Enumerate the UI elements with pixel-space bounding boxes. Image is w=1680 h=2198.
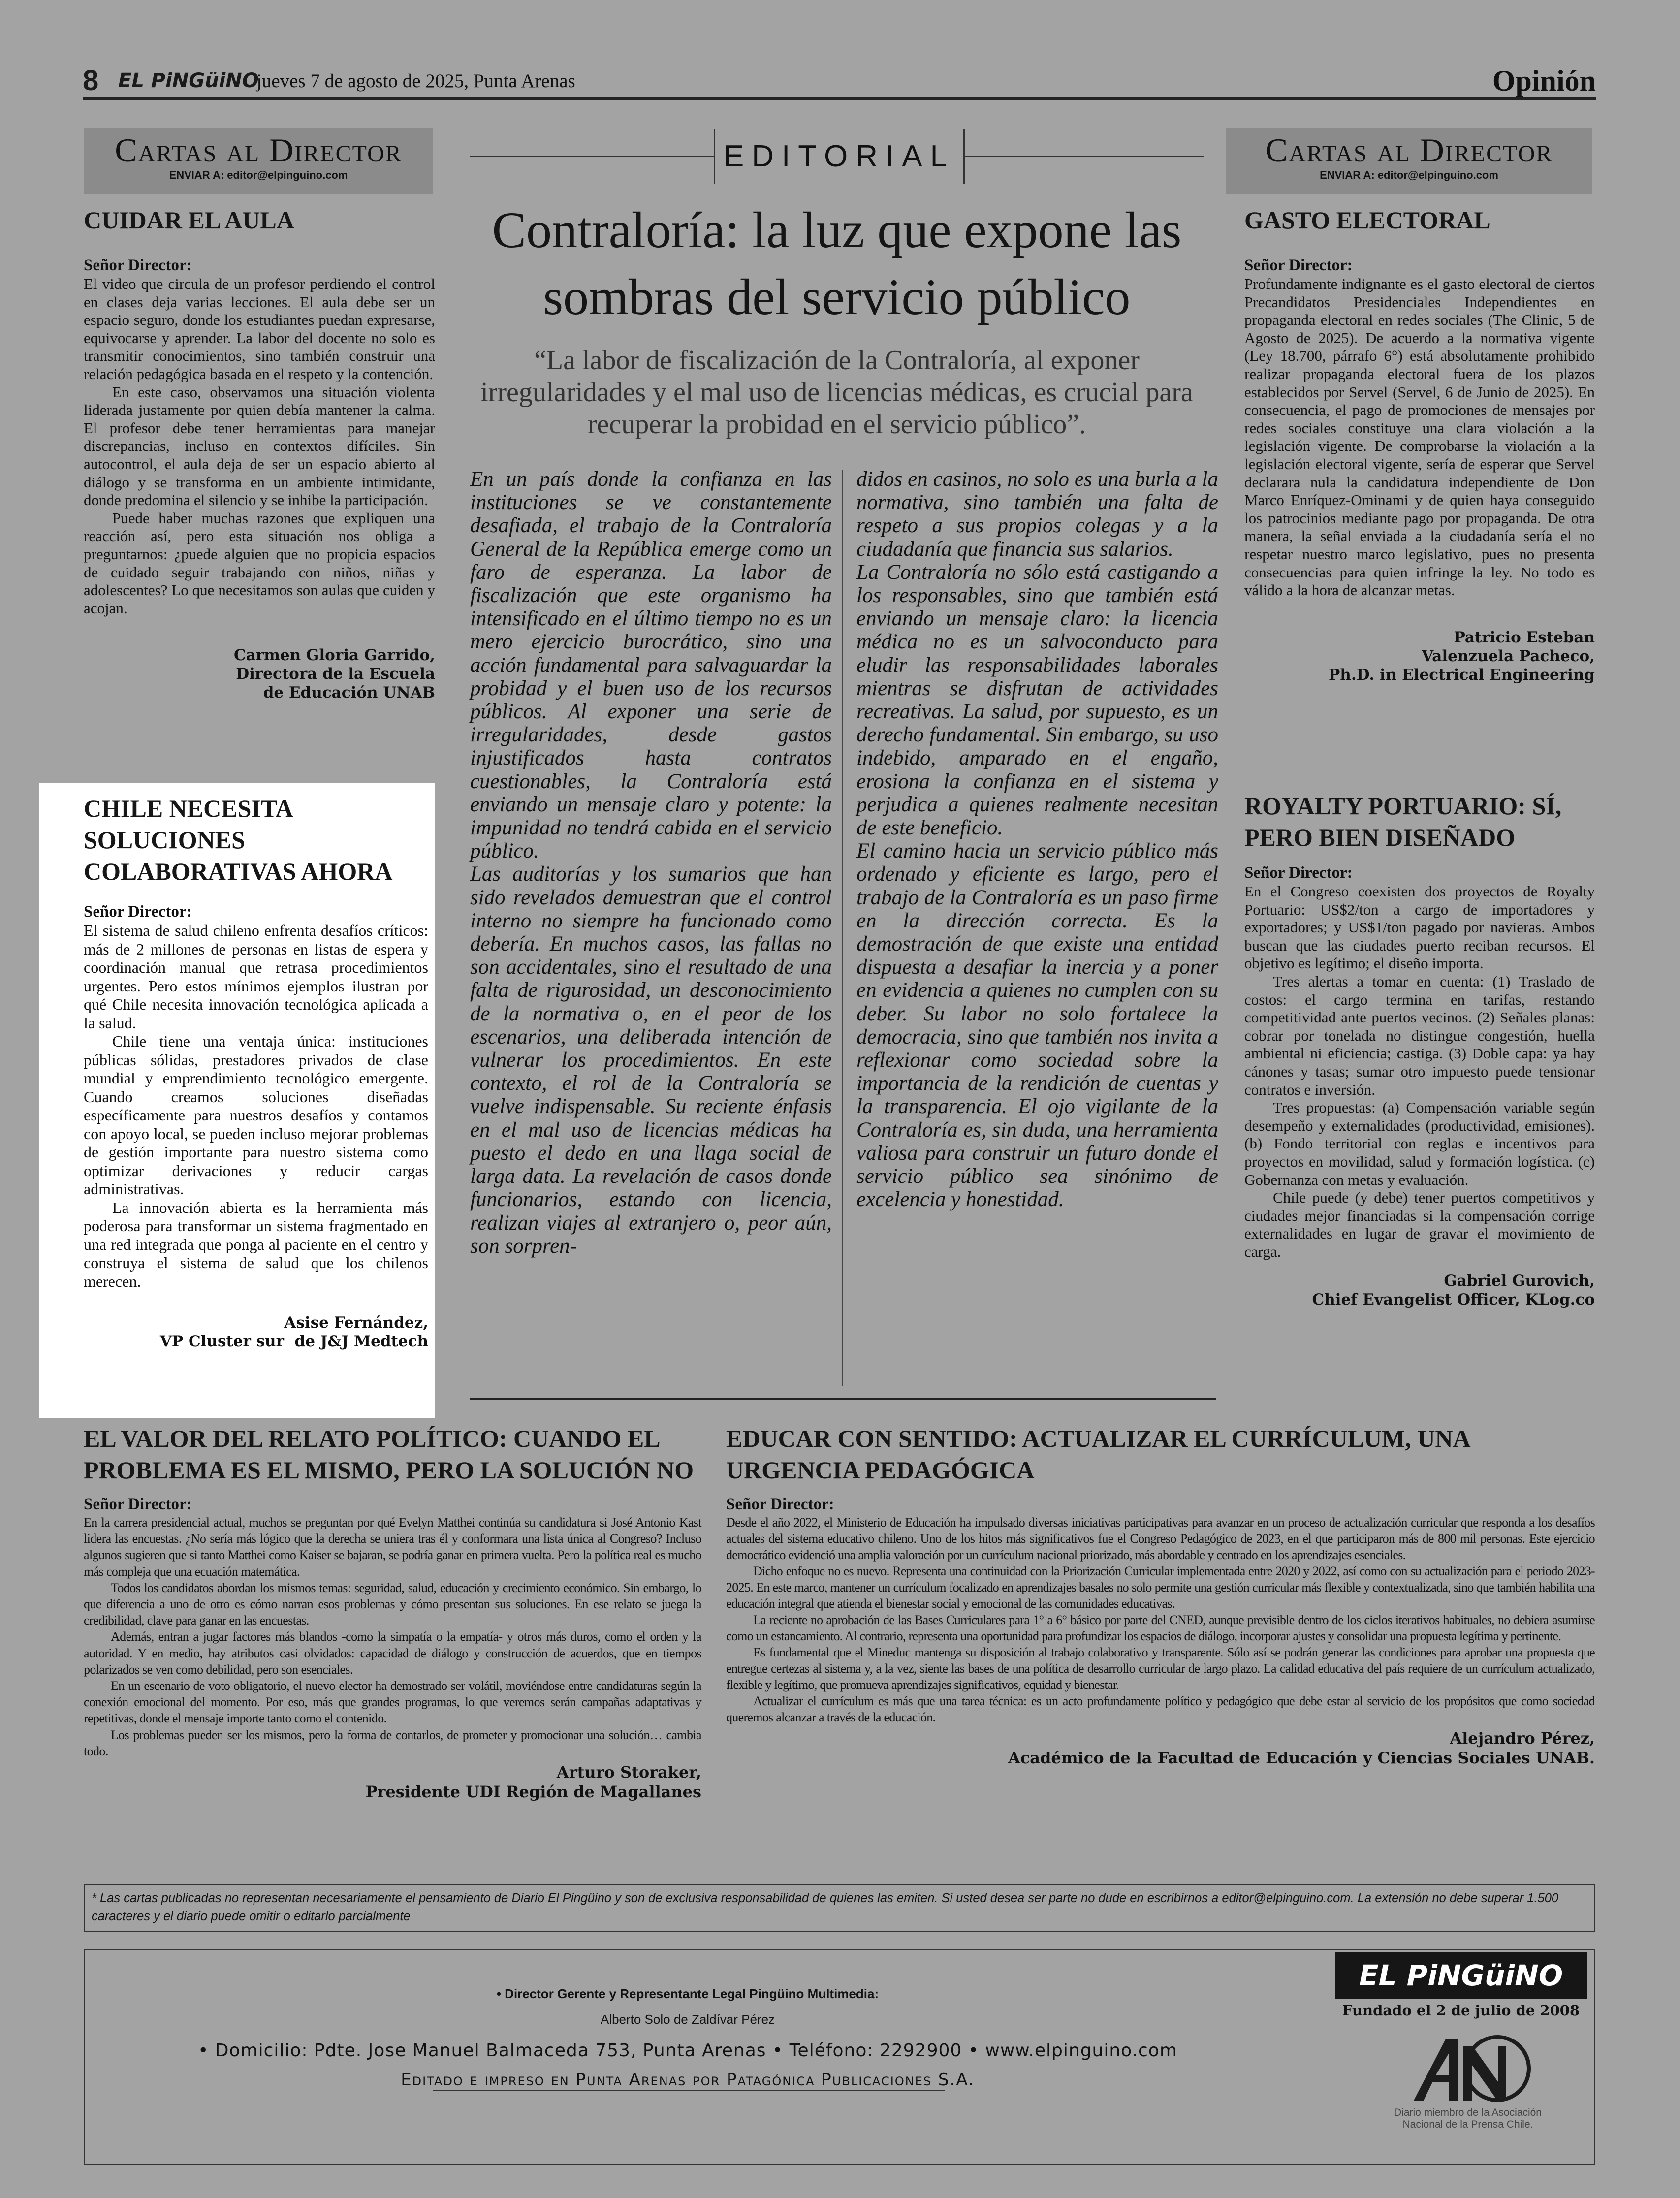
editorial-paragraph: Las auditorías y los sumarios que han sido revelados demuestran que el control interno no siempre ha funcionado como debería. En muchos casos, las fallas no son accidentales, sino el resultado de una falta de rigurosidad, un desconocimiento de la normativa o, en el peor de los escenarios, una deliberada intención de vulnerar los procedimientos. En este contexto, el rol de la Contraloría se vuelve indispensable. Su reciente énfasis en el mal uso de licencias médicas ha puesto el dedo en una llaga social de larga data. La revelación de casos donde funcionarios, estando con licencia, realizan viajes al extranjero o, peor aún, son sorpren- xyxy=(470,862,832,1258)
letter-paragraph: En un escenario de voto obligatorio, el nuevo elector ha demostrado ser volátil, moviéndose entre candidaturas según la conexión emocional del momento. Por eso, más que grandes programas, lo que veremos serán campañas adaptativas y repetitivas, donde el mensaje importe tanto como el contenido. xyxy=(84,1679,701,1726)
editorial-paragraph: didos en casinos, no solo es una burla a la normativa, sino también una falta de respeto a sus propios colegas y a la ciudadanía que financia sus salarios. xyxy=(856,468,1218,561)
cartas-email: ENVIAR A: editor@elpinguino.com xyxy=(169,169,348,181)
letter-salutation: Señor Director: xyxy=(1244,864,1353,882)
letter-signature xyxy=(84,1762,701,1802)
editorial-column-1 xyxy=(470,468,832,1258)
signature-line: Presidente UDI Región de Magallanes xyxy=(365,1783,701,1802)
footer-founded: Fundado el 2 de julio de 2008 xyxy=(1342,2002,1580,2019)
editorial-quote: “La labor de fiscalización de la Contraloría, al exponer irregularidades y el mal uso de licencias médicas, es crucial para recuperar la probidad en el servicio público”. xyxy=(480,345,1193,440)
letter-body xyxy=(84,922,428,1291)
letter-educar-con-sentido xyxy=(726,1423,1595,1768)
disclaimer-box xyxy=(84,1884,1595,1932)
signature-line: Arturo Storaker, xyxy=(556,1763,701,1782)
letter-paragraph: Dicho enfoque no es nuevo. Representa una continuidad con la Priorización Curricular implementada entre 2020 y 2022, así como con su actualización para el periodo 2023-2025. En este marco, mantener un currículum focalizado en aprendizajes basales no solo permite una gestión curricular más flexible y contextualizada, sino que también habilita una educación integral que atienda el bienestar social y emocional de las comunidades educativas. xyxy=(726,1564,1595,1611)
editorial-label-rule-right xyxy=(965,156,1204,157)
masthead xyxy=(83,63,1596,98)
letter-paragraph: La innovación abierta es la herramienta más poderosa para transformar un sistema fragmentado en una red integrada que ponga al paciente en el centro y construya el sistema de salud que los chilenos merecen. xyxy=(84,1198,428,1290)
letter-body xyxy=(84,275,435,617)
letter-headline: EL VALOR DEL RELATO POLÍTICO: CUANDO EL PROBLEMA ES EL MISMO, PERO LA SOLUCIÓN NO xyxy=(84,1425,694,1484)
footer-director-label: • Director Gerente y Representante Legal Pingüino Multimedia: xyxy=(496,1986,879,2001)
footer-printed-underline xyxy=(433,2090,945,2091)
footer-director-name: Alberto Solo de Zaldívar Pérez xyxy=(600,2012,775,2027)
page-number: 8 xyxy=(83,64,99,96)
letter-paragraph: En este caso, observamos una situación violenta liderada justamente por quien debía mantener la calma. El profesor debe tener herramientas para manejar discrepancias, incluso en contextos difíciles. Sin autocontrol, el aula deja de ser un espacio abierto al diálogo y se transforma en un ambiente intimidante, donde predomina el silencio y se inhibe la participación. xyxy=(84,383,435,509)
editorial-label: EDITORIAL xyxy=(723,139,955,173)
signature-line: Directora de la Escuela xyxy=(236,665,435,683)
letter-signature xyxy=(84,1313,428,1351)
cartas-title: Cartas al Director xyxy=(1265,131,1553,169)
editorial-label-box xyxy=(714,129,965,184)
footer-box xyxy=(84,1949,1595,2165)
letter-paragraph: Tres propuestas: (a) Compensación variable según desempeño y externalidades (productividad, emisiones). (b) Fondo territorial con reglas e incentivos para proyectos en movilidad, salud y formación logística. (c) Gobernanza con metas y evaluación. xyxy=(1244,1099,1595,1188)
signature-line: Alejandro Pérez, xyxy=(1450,1729,1595,1748)
letter-paragraph: Los problemas pueden ser los mismos, pero la forma de contarlos, de prometer y promocionar una solución… cambia todo. xyxy=(84,1727,701,1758)
date-line: jueves 7 de agosto de 2025, Punta Arenas xyxy=(256,70,575,92)
letter-chile-necesita xyxy=(39,783,435,1418)
letter-paragraph: Chile tiene una ventaja única: instituciones públicas sólidas, prestadores privados de clase mundial y emprendimiento tecnológico emergente. Cuando creamos soluciones diseñadas específicamente para nuestros desafíos y contamos con apoyo local, se pueden incluso mejorar problemas de gestión importante para nuestro sistema como optimizar derivaciones y reducir cargas administrativas. xyxy=(84,1032,428,1198)
footer-printed-line: Editado e impreso en Punta Arenas por Patagónica Publicaciones S.A. xyxy=(401,2070,975,2090)
letter-paragraph: Actualizar el currículum es más que una tarea técnica: es un acto profundamente político y pedagógico que debe estar al servicio de los propósitos que como sociedad queremos alcanzar a través de la educación. xyxy=(726,1694,1595,1724)
cartas-header-left xyxy=(84,128,433,194)
signature-line: Gabriel Gurovich, xyxy=(1444,1272,1595,1290)
letter-paragraph: Profundamente indignante es el gasto electoral de ciertos Precandidatos Presidenciales Independientes en propaganda electoral en redes sociales (The Clinic, 5 de Agosto de 2025). De acuerdo a la normativa vigente (Ley 18.700, párrafo 6°) está absolutamente prohibido realizar propaganda electoral fuera de los plazos establecidos por Servel (Servel, 6 de Junio de 2025). En consecuencia, el pago de promociones de mensajes por redes sociales constituye una clara violación a la legislación vigente. De comprobarse la violación a la legislación electoral vigente, sería de esperar que Servel declarara nula la candidatura independiente de Don Marco Enríquez-Ominami y de quien haya conseguido los patrocinios mediante pago por propaganda. De otra manera, la señal enviada a la ciudadanía sería el no respetar nuestro marco legislativo, pues no presenta consecuencias para quien infringe la ley. No todo es válido a la hora de alcanzar metas. xyxy=(1244,275,1595,599)
letter-body xyxy=(726,1514,1595,1725)
letter-paragraph: El sistema de salud chileno enfrenta desafíos críticos: más de 2 millones de personas en listas de espera y coordinación manual que retrasa procedimientos urgentes. Pero estos mínimos ejemplos ilustran por qué Chile necesita innovación tecnológica aplicada a la salud. xyxy=(84,922,428,1032)
anp-logo xyxy=(1404,2029,1532,2103)
editorial-title: Contraloría: la luz que expone las sombras del servicio público xyxy=(492,202,1182,325)
cartas-title: Cartas al Director xyxy=(115,131,402,169)
letter-signature xyxy=(1244,1272,1595,1309)
letter-royalty-portuario xyxy=(1244,790,1595,1309)
signature-line: Valenzuela Pacheco, xyxy=(1422,647,1595,665)
letter-salutation: Señor Director: xyxy=(84,903,192,921)
signature-line: VP Cluster sur de J&J Medtech xyxy=(159,1333,428,1350)
letter-headline: GASTO ELECTORAL xyxy=(1244,206,1490,234)
letter-headline: ROYALTY PORTUARIO: SÍ, PERO BIEN DISEÑADO xyxy=(1244,792,1562,851)
letter-signature xyxy=(726,1728,1595,1768)
letter-paragraph: Desde el año 2022, el Ministerio de Educación ha impulsado diversas iniciativas participativas para avanzar en un proceso de actualización curricular que responda a los desafíos actuales del sistema educativo chileno. Uno de los hitos más significativos fue el Congreso Pedagógico de 2023, en el que participaron más de 800 mil personas. Este ejercicio democrático evidenció una amplia valoración por un currículum nacional priorizado, más abordable y centrado en los aprendizajes esenciales. xyxy=(726,1515,1595,1562)
anp-caption: Diario miembro de la Asociación Nacional de la Prensa Chile. xyxy=(1394,2107,1542,2130)
section-title: Opinión xyxy=(1492,64,1596,97)
editorial-column-2 xyxy=(856,468,1218,1211)
letter-gasto-electoral xyxy=(1244,204,1595,684)
letter-paragraph: La reciente no aprobación de las Bases Curriculares para 1° a 6° básico por parte del CNED, aunque previsible dentro de los ciclos iterativos habituales, no debiera asumirse como un estancamiento. Al contrario, representa una oportunidad para profundizar los espacios de diálogo, incorporar ajustes y consolidar una propuesta legítima y pertinente. xyxy=(726,1613,1595,1643)
letter-body xyxy=(1244,275,1595,600)
signature-line: Chief Evangelist Officer, KLog.co xyxy=(1312,1291,1595,1309)
disclaimer-text: * Las cartas publicadas no representan necesariamente el pensamiento de Diario El Pingüino y son de exclusiva responsabilidad de quienes las emiten. Si usted desea ser parte no dude en escribirnos a editor@elpinguino.com. La extensión no debe superar 1.500 caracteres y el diario puede omitir o editarlo parcialmente xyxy=(92,1891,1559,1923)
letter-salutation: Señor Director: xyxy=(726,1496,834,1513)
editorial-label-rule-left xyxy=(470,156,714,157)
signature-line: Ph.D. in Electrical Engineering xyxy=(1328,666,1595,684)
footer-logo-text: EL PiNGüiNO xyxy=(1359,1959,1563,1992)
signature-line: Académico de la Facultad de Educación y Ciencias Sociales UNAB. xyxy=(1008,1749,1595,1767)
letter-signature xyxy=(84,646,435,702)
editorial-paragraph: La Contraloría no sólo está castigando a los responsables, sino que también está enviando un mensaje claro: la licencia médica no es un salvoconducto para eludir las responsabilidades laborales mientras se disfrutan de actividades recreativas. La salud, por supuesto, es un derecho fundamental. Sin embargo, su uso indebido, amparado en el engaño, erosiona la confianza en el sistema y perjudica a quienes realmente necesitan de este beneficio. xyxy=(856,560,1218,840)
letter-headline: CUIDAR EL AULA xyxy=(84,206,294,234)
masthead-rule xyxy=(83,97,1596,100)
letter-headline: EDUCAR CON SENTIDO: ACTUALIZAR EL CURRÍCULUM, UNA URGENCIA PEDAGÓGICA xyxy=(726,1425,1469,1484)
anp-logo-mark xyxy=(1404,2029,1532,2103)
letter-paragraph: Puede haber muchas razones que expliquen una reacción así, pero esta situación nos obliga a preguntarnos: ¿puede alguien que no propicia espacios de cuidado seguir trabajando con niños, niñas y adolescentes? Lo que necesitamos son aulas que cuiden y acojan. xyxy=(84,509,435,617)
signature-line: de Educación UNAB xyxy=(263,684,435,702)
editorial-paragraph: En un país donde la confianza en las instituciones se ve constantemente desafiada, el trabajo de la Contraloría General de la República emerge como un faro de esperanza. La labor de fiscalización que este organismo ha intensificado en el último tiempo no es un mero ejercicio burocrático, sino una acción fundamental para salvaguardar la probidad y el buen uso de los recursos públicos. Al exponer una serie de irregularidades, desde gastos injustificados hasta contratos cuestionables, la Contraloría está enviando un mensaje claro y potente: la impunidad no tendrá cabida en el servicio público. xyxy=(470,468,832,863)
letter-paragraph: Es fundamental que el Mineduc mantenga su disposición al trabajo colaborativo y transparente. Sólo así se podrán generar las condiciones para aprobar una propuesta que entregue certezas al sistema y, a la vez, siente las bases de una política de desarrollo curricular de largo plazo. La calidad educativa del país requiere de un currículum actualizado, flexible y legítimo, que promueva aprendizajes significativos, equidad y bienestar. xyxy=(726,1645,1595,1692)
editorial-col-divider xyxy=(842,470,843,1386)
signature-line: Asise Fernández, xyxy=(284,1314,428,1332)
letter-body xyxy=(84,1514,701,1759)
letter-paragraph: El video que circula de un profesor perdiendo el control en clases deja varias lecciones. El aula debe ser un espacio seguro, donde los estudiantes puedan expresarse, equivocarse y aprender. La labor del docente no solo es transmitir conocimientos, sino también construir una relación pedagógica basada en el respeto y la contención. xyxy=(84,275,435,382)
letter-headline: CHILE NECESITA SOLUCIONES COLABORATIVAS AHORA xyxy=(84,795,393,885)
letter-paragraph: Tres alertas a tomar en cuenta: (1) Traslado de costos: el cargo termina en tarifas, restando competitividad ante puertos vecinos. (2) Señales planas: cobrar por tonelada no distingue congestión, huella ambiental ni eficiencia; castiga. (3) Doble capa: ya hay cánones y tasas; sumar otro impuesto puede tensionar contratos e inversión. xyxy=(1244,972,1595,1098)
letter-paragraph: Chile puede (y debe) tener puertos competitivos y ciudades mejor financiadas si la compensación corrige externalidades en lugar de gravar el movimiento de carga. xyxy=(1244,1189,1595,1260)
letter-signature xyxy=(1244,628,1595,684)
letter-salutation: Señor Director: xyxy=(84,1496,192,1513)
cartas-email: ENVIAR A: editor@elpinguino.com xyxy=(1320,169,1498,181)
letter-valor-del-relato xyxy=(84,1423,701,1802)
editorial-paragraph: El camino hacia un servicio público más ordenado y eficiente es largo, pero el trabajo de la Contraloría es un paso firme en la dirección correcta. Es la demostración de que existe una entidad dispuesta a desafiar la inercia y a poner en evidencia a quienes no cumplen con su deber. Su labor no solo fortalece la democracia, sino que también nos invita a reflexionar como sociedad sobre la importancia de la rendición de cuentas y la transparencia. El ojo vigilante de la Contraloría es, sin duda, una herramienta valiosa para construir un futuro donde el servicio público sea sinónimo de excelencia y honestidad. xyxy=(856,839,1218,1211)
letter-paragraph: En la carrera presidencial actual, muchos se preguntan por qué Evelyn Matthei continúa su candidatura si José Antonio Kast lidera las encuestas. ¿No sería más lógico que la derecha se uniera tras él y conformara una lista única al Congreso? Incluso algunos sugieren que si tanto Matthei como Kaiser se bajaran, se podría ganar en primera vuelta. Pero la política real es mucho más compleja que una ecuación matemática. xyxy=(84,1515,701,1579)
footer-address: • Domicilio: Pdte. Jose Manuel Balmaceda 753, Punta Arenas • Teléfono: 2292900 • www.elpinguino.com xyxy=(198,2040,1177,2061)
letter-salutation: Señor Director: xyxy=(1244,256,1353,274)
letter-paragraph: Además, entran a jugar factores más blandos -como la simpatía o la empatía- y otros más duros, como el orden y la autoridad. Y en medio, hay atributos casi olvidados: capacidad de diálogo y construcción de acuerdos, que en tiempos polarizados se ven como debilidad, pero son esenciales. xyxy=(84,1629,701,1677)
signature-line: Carmen Gloria Garrido, xyxy=(233,646,435,665)
paper-name: EL PiNGüiNO xyxy=(118,69,259,92)
letter-salutation: Señor Director: xyxy=(84,256,192,274)
editorial-bottom-rule xyxy=(470,1398,1216,1400)
signature-line: Patricio Esteban xyxy=(1454,628,1595,646)
letter-paragraph: Todos los candidatos abordan los mismos temas: seguridad, salud, educación y crecimiento económico. Sin embargo, lo que diferencia a uno de otro es cómo narran esos problemas y cómo presentan sus soluciones. En ese relato se juega la credibilidad, clave para ganar en las encuestas. xyxy=(84,1580,701,1628)
cartas-header-right xyxy=(1226,128,1592,194)
letter-body xyxy=(1244,883,1595,1261)
footer-logo xyxy=(1335,1952,1587,1999)
letter-cuidar-el-aula xyxy=(84,204,435,702)
letter-paragraph: En el Congreso coexisten dos proyectos de Royalty Portuario: US$2/ton a cargo de importadores y exportadores; y US$1/ton pagado por navieras. Ambos buscan que las ciudades puerto reciban recursos. El objetivo es legítimo; el diseño importa. xyxy=(1244,883,1595,972)
